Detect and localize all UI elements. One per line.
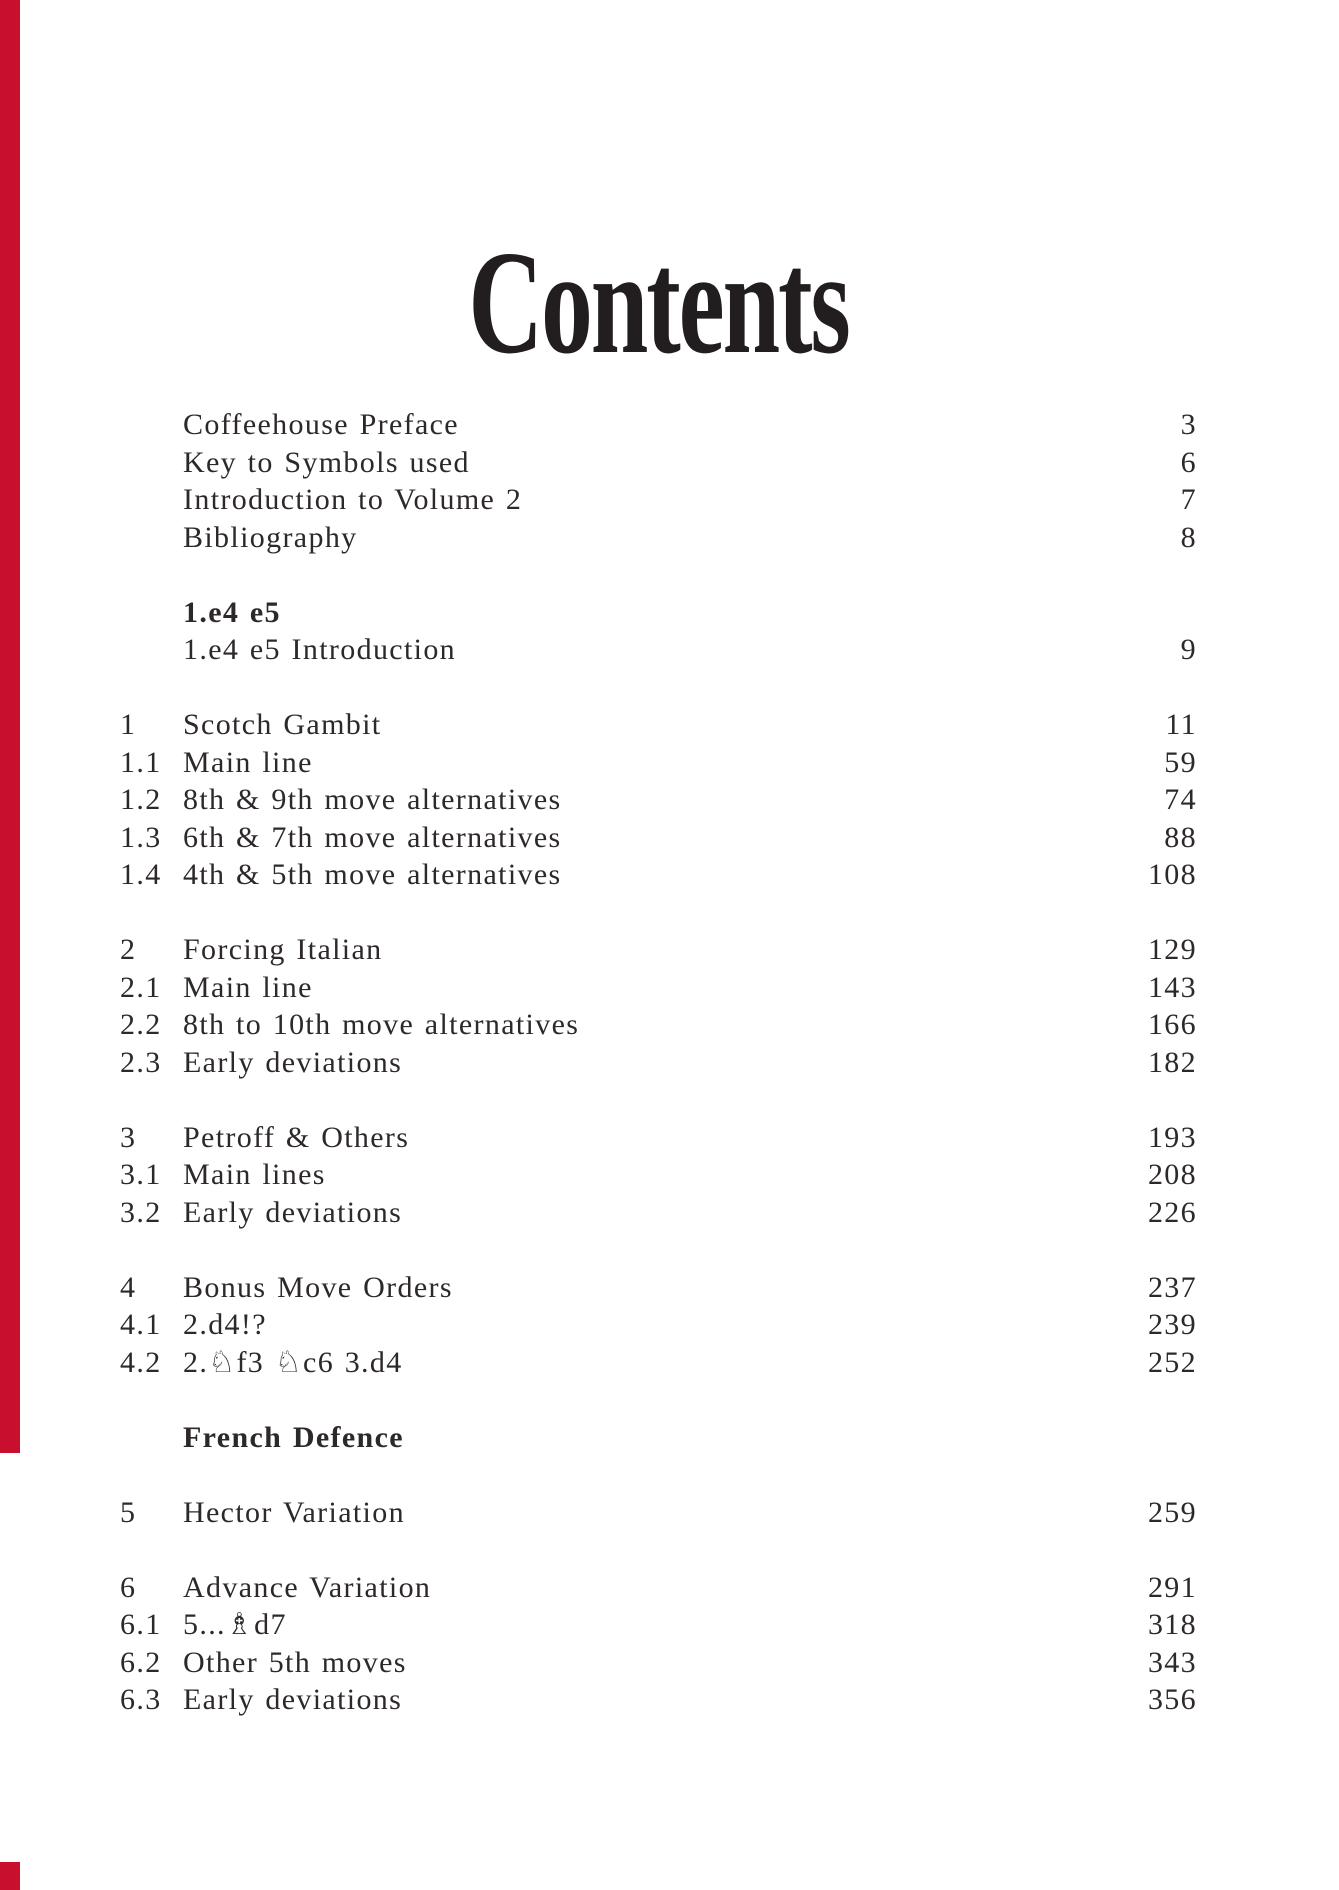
toc-label: 2.d4!?	[183, 1308, 267, 1341]
toc-block	[120, 406, 1197, 556]
toc-row	[120, 781, 1197, 819]
toc-page-number: 193	[1147, 1120, 1197, 1154]
toc-number: 4	[120, 1270, 137, 1304]
toc-number: 2	[120, 933, 137, 966]
toc-number: 2.1	[120, 970, 162, 1004]
toc-section-heading-row	[120, 594, 1197, 632]
toc-row	[120, 1006, 1197, 1044]
toc-block	[120, 594, 1197, 669]
toc-row	[120, 1494, 1197, 1532]
toc-page-number: 9	[1180, 633, 1197, 666]
toc-page-number: 3	[1180, 408, 1197, 441]
toc-label: 1.e4 e5	[183, 595, 281, 629]
page-edge-red-bar	[0, 0, 20, 1453]
toc-label: 6th & 7th move alternatives	[183, 820, 562, 854]
toc-row	[120, 1569, 1197, 1607]
toc-number: 1.2	[120, 783, 162, 816]
toc-label: 2.♘f3 ♘c6 3.d4	[183, 1345, 403, 1379]
toc-page-number: 166	[1147, 1008, 1197, 1041]
toc-page-number: 7	[1180, 483, 1197, 516]
toc-number: 5	[120, 1495, 137, 1529]
toc-row	[120, 631, 1197, 669]
toc-block	[120, 1119, 1197, 1232]
toc-label: Main line	[183, 970, 313, 1004]
toc-page-number: 208	[1147, 1158, 1197, 1191]
toc-number: 1.3	[120, 820, 162, 854]
toc-page-number: 182	[1147, 1045, 1197, 1079]
toc-page-number: 88	[1164, 820, 1197, 854]
table-of-contents	[120, 406, 1197, 1719]
toc-block	[120, 1269, 1197, 1382]
toc-label: Key to Symbols used	[183, 445, 470, 479]
toc-row	[120, 706, 1197, 744]
toc-label: Main line	[183, 745, 313, 779]
toc-label: 8th to 10th move alternatives	[183, 1008, 580, 1041]
toc-block	[120, 706, 1197, 894]
toc-page-number: 59	[1164, 745, 1197, 779]
toc-row	[120, 406, 1197, 444]
toc-row	[120, 1044, 1197, 1082]
toc-number: 1	[120, 708, 137, 741]
toc-row	[120, 1681, 1197, 1719]
toc-label: Petroff & Others	[183, 1120, 410, 1154]
toc-row	[120, 1194, 1197, 1232]
toc-number: 6	[120, 1570, 137, 1604]
toc-page-number: 318	[1147, 1608, 1197, 1641]
toc-row	[120, 1606, 1197, 1644]
toc-page-number: 237	[1147, 1270, 1197, 1304]
toc-label: Bonus Move Orders	[183, 1270, 453, 1304]
toc-page-number: 226	[1147, 1195, 1197, 1229]
toc-row	[120, 444, 1197, 482]
toc-label: Introduction to Volume 2	[183, 483, 523, 516]
toc-label: French Defence	[183, 1420, 404, 1454]
toc-row	[120, 1156, 1197, 1194]
toc-label: Hector Variation	[183, 1495, 405, 1529]
toc-label: 8th & 9th move alternatives	[183, 783, 562, 816]
toc-page-number: 291	[1147, 1570, 1197, 1604]
toc-page-number: 6	[1180, 445, 1197, 479]
toc-row	[120, 969, 1197, 1007]
toc-page-number: 259	[1147, 1495, 1197, 1529]
toc-label: 4th & 5th move alternatives	[183, 858, 562, 891]
toc-number: 2.3	[120, 1045, 162, 1079]
toc-row	[120, 1344, 1197, 1382]
toc-number: 3.2	[120, 1195, 162, 1229]
toc-row	[120, 519, 1197, 557]
toc-number: 6.2	[120, 1645, 162, 1679]
toc-label: 5...♗d7	[183, 1608, 287, 1641]
toc-number: 4.1	[120, 1308, 162, 1341]
toc-number: 4.2	[120, 1345, 162, 1379]
toc-page-number: 108	[1147, 858, 1197, 891]
toc-page-number: 239	[1147, 1308, 1197, 1341]
toc-label: Coffeehouse Preface	[183, 408, 459, 441]
toc-label: Early deviations	[183, 1683, 403, 1716]
toc-number: 6.1	[120, 1608, 162, 1641]
toc-label: Main lines	[183, 1158, 326, 1191]
toc-row	[120, 819, 1197, 857]
toc-page-number: 143	[1147, 970, 1197, 1004]
toc-number: 1.4	[120, 858, 162, 891]
toc-number: 2.2	[120, 1008, 162, 1041]
toc-label: Early deviations	[183, 1045, 403, 1079]
toc-page-number: 343	[1147, 1645, 1197, 1679]
toc-label: Early deviations	[183, 1195, 403, 1229]
toc-page-number: 252	[1147, 1345, 1197, 1379]
toc-number: 6.3	[120, 1683, 162, 1716]
toc-row	[120, 744, 1197, 782]
toc-row	[120, 931, 1197, 969]
toc-label: Bibliography	[183, 520, 358, 554]
toc-row	[120, 1119, 1197, 1157]
toc-block	[120, 1569, 1197, 1719]
page-edge-red-chip	[0, 1862, 20, 1890]
toc-row	[120, 856, 1197, 894]
toc-block	[120, 1419, 1197, 1457]
toc-row	[120, 481, 1197, 519]
toc-label: Advance Variation	[183, 1570, 432, 1604]
toc-number: 1.1	[120, 745, 162, 779]
toc-label: Forcing Italian	[183, 933, 383, 966]
toc-row	[120, 1269, 1197, 1307]
toc-label: Other 5th moves	[183, 1645, 407, 1679]
toc-page-number: 11	[1165, 708, 1197, 741]
toc-row	[120, 1306, 1197, 1344]
toc-section-heading-row	[120, 1419, 1197, 1457]
toc-number: 3.1	[120, 1158, 162, 1191]
toc-number: 3	[120, 1120, 137, 1154]
toc-page-number: 8	[1180, 520, 1197, 554]
toc-row	[120, 1644, 1197, 1682]
page-title: Contents	[468, 221, 849, 386]
toc-label: 1.e4 e5 Introduction	[183, 633, 457, 666]
toc-block	[120, 931, 1197, 1081]
toc-page-number: 129	[1147, 933, 1197, 966]
toc-block	[120, 1494, 1197, 1532]
toc-page-number: 356	[1147, 1683, 1197, 1716]
toc-label: Scotch Gambit	[183, 708, 382, 741]
toc-page-number: 74	[1164, 783, 1197, 816]
